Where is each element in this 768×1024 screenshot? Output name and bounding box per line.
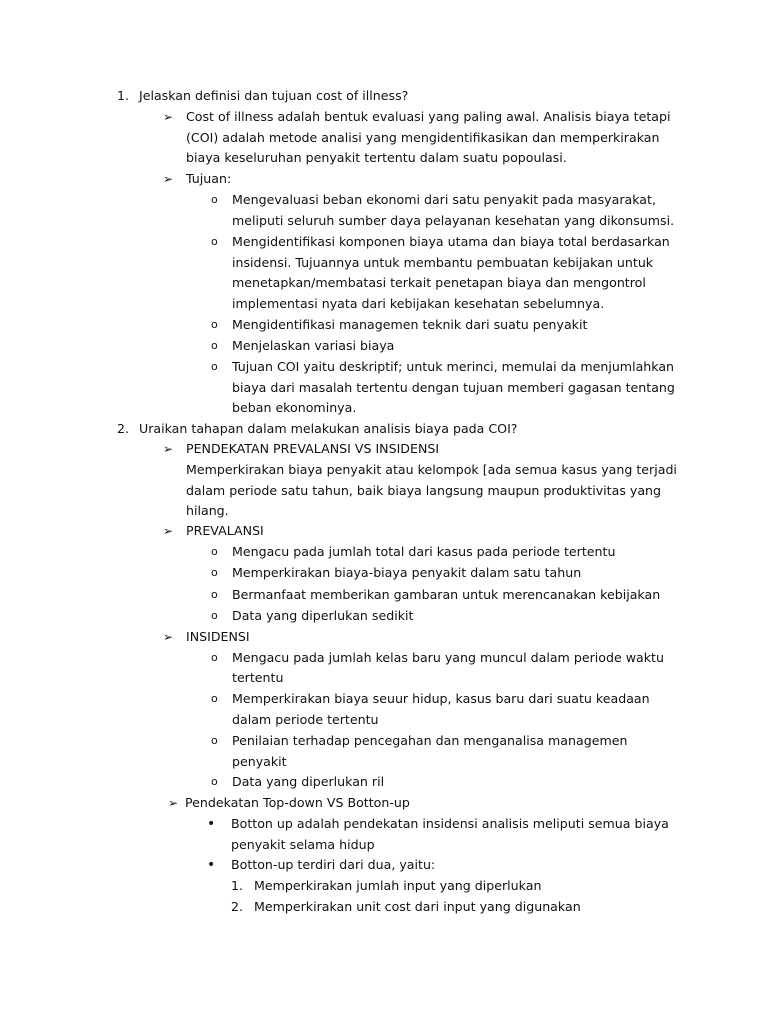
circle-bullet-icon: o (211, 545, 218, 558)
insidensi-item: Mengacu pada jumlah kelas baru yang muncul dalam periode waktu (232, 650, 664, 665)
q1-definition-line: Cost of illness adalah bentuk evaluasi yang paling awal. Analisis biaya tetapi (186, 109, 671, 124)
bottonup-def-line: Botton up adalah pendekatan insidensi analisis meliputi semua biaya (231, 816, 669, 831)
circle-bullet-icon: o (211, 692, 218, 705)
tujuan-item-line: menetapkan/membatasi terkait penetapan biaya dan mengontrol (232, 275, 646, 290)
step-number: 2. (231, 899, 244, 914)
q1-definition-line: (COI) adalah metode analisi yang mengidentifikasikan dan memperkirakan (186, 130, 660, 145)
insidensi-item: Data yang diperlukan ril (232, 774, 385, 789)
tujuan-item-line: beban ekonominya. (232, 400, 357, 415)
pendekatan-line: Memperkirakan biaya penyakit atau kelompok [ada semua kasus yang terjadi (186, 462, 677, 477)
circle-bullet-icon: o (211, 360, 218, 373)
tujuan-item-line: biaya dari masalah tertentu dengan tujuan memberi gagasan tentang (232, 380, 675, 395)
arrow-bullet-icon: ➢ (163, 442, 174, 456)
tujuan-item-line: Mengidentifikasi komponen biaya utama dan biaya total berdasarkan (232, 234, 670, 249)
q2-question: Uraikan tahapan dalam melakukan analisis biaya pada COI? (139, 421, 518, 436)
pendekatan-line: hilang. (186, 503, 229, 518)
bottonup-def-line: penyakit selama hidup (231, 837, 375, 852)
arrow-bullet-icon: ➢ (168, 796, 179, 810)
dot-bullet-icon: • (207, 857, 216, 873)
insidensi-item: Penilaian terhadap pencegahan dan menganalisa managemen (232, 733, 628, 748)
pendekatan-line: dalam periode satu tahun, baik biaya langsung maupun produktivitas yang (186, 483, 662, 498)
insidensi-item: penyakit (232, 754, 287, 769)
dot-bullet-icon: • (207, 816, 216, 832)
pendekatan-title: PENDEKATAN PREVALANSI VS INSIDENSI (186, 441, 440, 456)
circle-bullet-icon: o (211, 235, 218, 248)
prevalansi-item: Data yang diperlukan sedikit (232, 608, 414, 623)
tujuan-item-line: Tujuan COI yaitu deskriptif; untuk merinci, memulai da menjumlahkan (232, 359, 675, 374)
q1-tujuan-label: Tujuan: (186, 171, 232, 186)
arrow-bullet-icon: ➢ (163, 630, 174, 644)
circle-bullet-icon: o (211, 566, 218, 579)
arrow-bullet-icon: ➢ (163, 110, 174, 124)
circle-bullet-icon: o (211, 193, 218, 206)
q2-number: 2. (117, 421, 130, 436)
circle-bullet-icon: o (211, 588, 218, 601)
prevalansi-title: PREVALANSI (186, 523, 264, 538)
bottonup-terdiri: Botton-up terdiri dari dua, yaitu: (231, 857, 436, 872)
circle-bullet-icon: o (211, 318, 218, 331)
insidensi-item: tertentu (232, 670, 284, 685)
circle-bullet-icon: o (211, 651, 218, 664)
insidensi-item: dalam periode tertentu (232, 712, 379, 727)
tujuan-item-line: Mengidentifikasi managemen teknik dari suatu penyakit (232, 317, 588, 332)
circle-bullet-icon: o (211, 339, 218, 352)
tujuan-item-line: insidensi. Tujuannya untuk membantu pembuatan kebijakan untuk (232, 255, 654, 270)
q1-definition-line: biaya keseluruhan penyakit tertentu dalam suatu popoulasi. (186, 150, 567, 165)
tujuan-item-line: implementasi nyata dari kebijakan kesehatan sebelumnya. (232, 296, 605, 311)
topdown-title: Pendekatan Top-down VS Botton-up (185, 795, 410, 810)
circle-bullet-icon: o (211, 734, 218, 747)
step-number: 1. (231, 878, 244, 893)
arrow-bullet-icon: ➢ (163, 524, 174, 538)
prevalansi-item: Bermanfaat memberikan gambaran untuk merencanakan kebijakan (232, 587, 661, 602)
tujuan-item-line: Mengevaluasi beban ekonomi dari satu penyakit pada masyarakat, (232, 192, 656, 207)
circle-bullet-icon: o (211, 775, 218, 788)
tujuan-item-line: Menjelaskan variasi biaya (232, 338, 395, 353)
insidensi-item: Memperkirakan biaya seuur hidup, kasus baru dari suatu keadaan (232, 691, 650, 706)
circle-bullet-icon: o (211, 609, 218, 622)
arrow-bullet-icon: ➢ (163, 172, 174, 186)
prevalansi-item: Mengacu pada jumlah total dari kasus pada periode tertentu (232, 544, 616, 559)
tujuan-item-line: meliputi seluruh sumber daya pelayanan kesehatan yang dikonsumsi. (232, 213, 675, 228)
q1-question: Jelaskan definisi dan tujuan cost of illness? (139, 88, 409, 103)
insidensi-title: INSIDENSI (186, 629, 250, 644)
step-text: Memperkirakan unit cost dari input yang digunakan (254, 899, 581, 914)
prevalansi-item: Memperkirakan biaya-biaya penyakit dalam satu tahun (232, 565, 582, 580)
q1-number: 1. (117, 88, 130, 103)
step-text: Memperkirakan jumlah input yang diperlukan (254, 878, 542, 893)
